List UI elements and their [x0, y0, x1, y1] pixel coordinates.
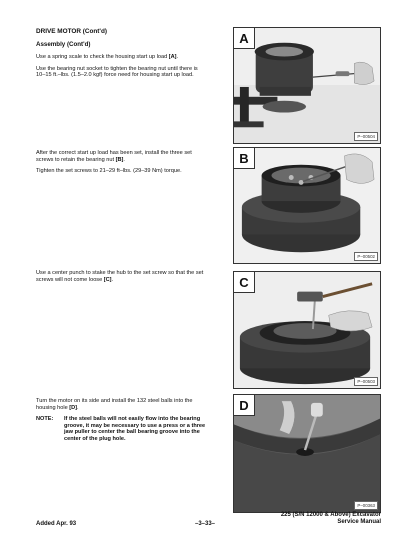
subsection-title: Assembly (Cont'd) — [36, 41, 91, 48]
step-d-text — [36, 398, 208, 443]
figure-ref-b: [B] — [115, 156, 124, 163]
step-c-text — [36, 270, 208, 288]
figure-c-letter: C — [234, 272, 255, 293]
note-block — [36, 416, 208, 442]
figure-ref-a: [A] — [168, 54, 177, 60]
page-number: –3–33– — [194, 521, 216, 527]
manual-title-line-1: 225 (S/N 12000 & Above) Excavator — [280, 512, 381, 518]
step-c-paragraph-1: Use a center punch to stake the hub to the set screw so that the set screws will not come loose [C]. — [36, 270, 204, 283]
step-b-paragraph-2: Tighten the set screws to 21–29 ft–lbs. (29–39 Nm) torque. — [36, 168, 182, 175]
figure-ref-c: [C] — [103, 276, 112, 283]
spring-scale-housing-photo — [234, 28, 380, 143]
step-d-paragraph-1: Turn the motor on its side and install the 132 steel balls into the housing hole [D]. — [36, 398, 193, 411]
figure-c-ref: P–00503 — [354, 377, 378, 386]
figure-d — [233, 394, 381, 513]
figure-c — [233, 271, 381, 389]
section-title: DRIVE MOTOR (Cont'd) — [36, 28, 107, 35]
set-screw-wrench-photo — [234, 148, 380, 263]
figure-d-ref: P–00363 — [354, 501, 378, 510]
figure-a-letter: A — [234, 28, 255, 49]
step-a-paragraph-2: Use the bearing nut socket to tighten the bearing nut until there is 10–15 ft.–lbs. (1.5–2.0 kgf) force need for housing start up load. — [36, 65, 198, 79]
figure-b-ref: P–00502 — [354, 252, 378, 261]
step-a-text — [36, 54, 208, 84]
figure-d-letter: D — [234, 395, 255, 416]
manual-title — [281, 512, 381, 526]
note-text: If the steel balls will not easily flow into the bearing groove, it may be necessary to use a press or a three jaw puller to center the ball bearing groove into the center of the plug hole. — [64, 416, 206, 442]
step-b-text — [36, 150, 208, 180]
footer-date: Added Apr. 93 — [36, 521, 77, 527]
step-a-paragraph-1: Use a spring scale to check the housing start up load [A]. — [36, 54, 179, 60]
figure-a-ref: P–00504 — [354, 132, 378, 141]
figure-ref-d: [D] — [69, 404, 78, 411]
step-b-paragraph-1: After the correct start up load has been set, install the three set screws to retain the bearing nut [B]. — [36, 150, 192, 163]
figure-b — [233, 147, 381, 264]
figure-b-letter: B — [234, 148, 255, 169]
manual-title-line-2: Service Manual — [337, 519, 381, 525]
figure-a — [233, 27, 381, 144]
steel-balls-housing-photo — [234, 395, 380, 512]
center-punch-hammer-photo — [234, 272, 380, 388]
note-label: NOTE: — [36, 416, 54, 423]
